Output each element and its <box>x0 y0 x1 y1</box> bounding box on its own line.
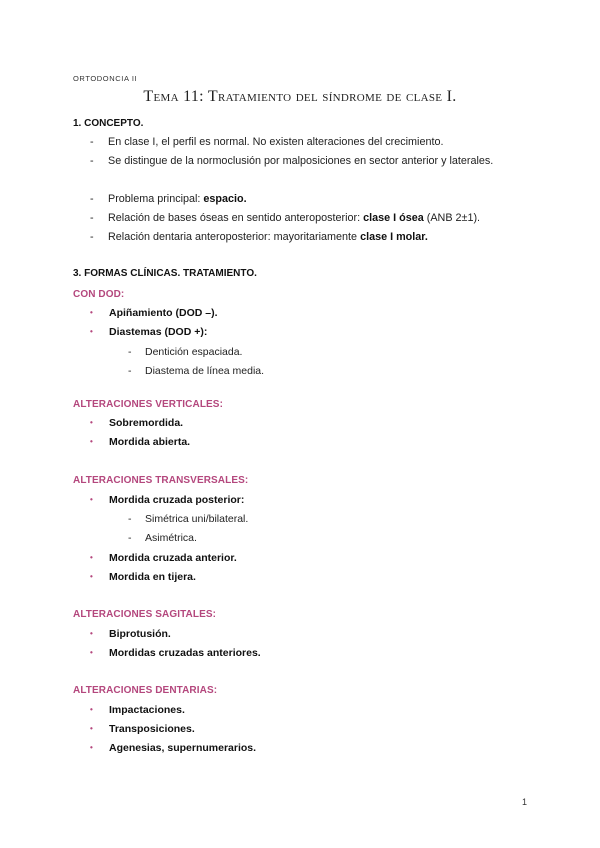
sub-list-item: - Diastema de línea media. <box>128 365 265 377</box>
list-item: • Mordida cruzada anterior. <box>90 552 237 564</box>
bullet-icon: • <box>90 418 93 427</box>
list-item: • Agenesias, supernumerarios. <box>90 742 257 754</box>
bullet-icon: • <box>90 572 93 581</box>
page-number: 1 <box>522 797 528 807</box>
list-item: • Mordidas cruzadas anteriores. <box>90 647 261 659</box>
page-title: Tema 11: Tratamiento del síndrome de clase I. <box>143 88 457 105</box>
course-header: ORTODONCIA II <box>73 74 138 83</box>
dash-marker: - <box>90 136 94 148</box>
subsection-label-transversales: ALTERACIONES TRANSVERSALES: <box>73 475 249 486</box>
dash-marker: - <box>90 155 94 167</box>
subsection-label-dentarias: ALTERACIONES DENTARIAS: <box>73 685 218 696</box>
concepto-item-emphasis: clase I molar. <box>360 231 428 243</box>
bullet-icon: • <box>90 437 93 446</box>
concepto-item <box>90 152 527 171</box>
concepto-item-text: Se distingue de la normoclusión por malposiciones en sector anterior y laterales. <box>108 155 494 167</box>
subsection-label-con-dod: CON DOD: <box>73 289 125 300</box>
concepto-item <box>90 190 527 209</box>
concepto-item-text-end: (ANB 2±1). <box>423 212 481 224</box>
section-heading-concepto: 1. CONCEPTO. <box>73 118 144 129</box>
dash-marker: - <box>90 212 94 224</box>
list-item: • Impactaciones. <box>90 704 185 716</box>
section-heading-formas-clinicas: 3. FORMAS CLÍNICAS. TRATAMIENTO. <box>73 268 257 279</box>
bullet-icon: • <box>90 629 93 638</box>
list-item: • Biprotusión. <box>90 628 171 640</box>
list-item: • Diastemas (DOD +): <box>90 326 208 338</box>
concepto-item-text: Relación dentaria anteroposterior: mayoritariamente <box>108 231 361 243</box>
dash-marker: - <box>90 231 94 243</box>
bullet-icon: • <box>90 705 93 714</box>
list-item: • Mordida abierta. <box>90 436 191 448</box>
bullet-icon: • <box>90 648 93 657</box>
list-item: • Apiñamiento (DOD –). <box>90 307 218 319</box>
bullet-icon: • <box>90 495 93 504</box>
list-item: • Transposiciones. <box>90 723 195 735</box>
dash-marker: - <box>128 365 132 377</box>
sub-list-item: - Dentición espaciada. <box>128 346 243 358</box>
bullet-icon: • <box>90 553 93 562</box>
dash-marker: - <box>128 532 132 544</box>
dash-marker: - <box>128 513 132 525</box>
sub-list-item: - Simétrica uni/bilateral. <box>128 513 249 525</box>
dash-marker: - <box>90 193 94 205</box>
list-item: • Mordida en tijera. <box>90 571 196 583</box>
concepto-item <box>90 133 527 152</box>
subsection-label-verticales: ALTERACIONES VERTICALES: <box>73 399 223 410</box>
concepto-item-emphasis: espacio. <box>203 193 247 205</box>
dash-marker: - <box>128 346 132 358</box>
list-item: • Sobremordida. <box>90 417 184 429</box>
sub-list-item: - Asimétrica. <box>128 532 197 544</box>
concepto-item-emphasis: clase I ósea <box>363 212 424 224</box>
concepto-item <box>90 228 527 247</box>
subsection-label-sagitales: ALTERACIONES SAGITALES: <box>73 609 217 620</box>
concepto-item-text: Problema principal: <box>108 193 204 205</box>
bullet-icon: • <box>90 743 93 752</box>
list-item: • Mordida cruzada posterior: <box>90 494 245 506</box>
concepto-item-text: En clase I, el perfil es normal. No existen alteraciones del crecimiento. <box>108 136 444 148</box>
bullet-icon: • <box>90 724 93 733</box>
bullet-icon: • <box>90 308 93 317</box>
concepto-item-text: Relación de bases óseas en sentido anteroposterior: <box>108 212 364 224</box>
concepto-item <box>90 209 527 228</box>
bullet-icon: • <box>90 327 93 336</box>
